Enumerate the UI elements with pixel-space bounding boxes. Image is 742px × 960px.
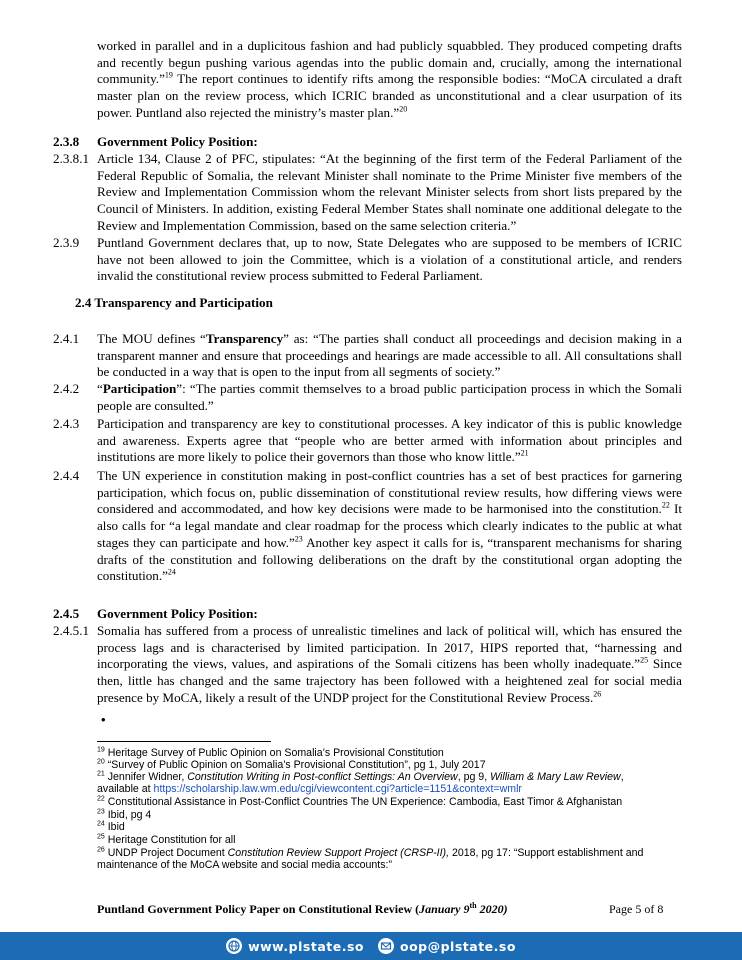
clause-text: The MOU defines “ <box>97 331 206 346</box>
footnote-20 <box>97 759 677 771</box>
clause-paragraph <box>97 623 682 707</box>
footnote-number: 24 <box>97 820 105 828</box>
clause-number: 2.4.5.1 <box>53 623 90 638</box>
footnote-ref[interactable]: 26 <box>593 689 602 699</box>
footnote-number: 26 <box>97 846 105 854</box>
clause-number: 2.4.4 <box>53 468 80 483</box>
footnote-text: 2018, pg 17: “Support establishment and maintenance of the MoCA website and social media accounts:” <box>97 847 644 872</box>
footnote-number: 19 <box>97 746 105 754</box>
footnote-text: Jennifer Widner, <box>104 771 188 783</box>
clause-number: 2.4.1 <box>53 331 80 346</box>
defined-term: Transparency <box>205 331 284 346</box>
clause-text: Another key aspect it calls for is, “transparent mechanisms for sharing drafts of the constitution and following deliberations on the draft by the constitutional organ adopting the constitution.” <box>97 534 682 584</box>
clause-text: The UN experience in constitution making in post-conflict countries has a set of best practices for garnering participation, which focus on, public dissemination of constitutional review results, how differing views were considered and accommodated, and how key decisions were made to be harmonised into the constitution. <box>97 468 682 517</box>
intro-paragraph <box>97 38 682 122</box>
footnote-21 <box>97 771 677 796</box>
footnote-text: Constitutional Assistance in Post-Conflict Countries The UN Experience: Cambodia, East Timor & Afghanistan <box>104 796 623 808</box>
intro-text: worked in parallel and in a duplicitous fashion and had publicly squabbled. They produced competing drafts and recently begun pushing various agendas into the public domain and, crucially, among the international community.” <box>97 38 682 87</box>
clause-text: ” as: “The parties shall conduct all proceedings and decision making in a transparent manner and ensure that proceedings and hearings are made accessible to all. All consultations shall be conducted in a way that is open to the input from all segments of society.” <box>97 331 682 380</box>
footer-date-year: 2020) <box>476 902 508 916</box>
footnote-number: 20 <box>97 758 105 766</box>
footnote-ref[interactable]: 25 <box>640 656 649 666</box>
email-contact[interactable] <box>378 938 516 954</box>
clause-paragraph: Puntland Government declares that, up to now, State Delegates who are supposed to be members of ICRIC have not been allowed to join the Committee, which is a violation of a constitutional article, and renders invalid the constitutional review process submitted to Federal Parliament. <box>97 235 682 284</box>
clause-text: Since then, little has changed and the same trajectory has been followed with a heightened zeal for social media presence by MoCA, likely a result of the UNDP project for the Constitutional Review Process. <box>97 656 682 705</box>
section-number: 2.4.5 <box>53 606 80 621</box>
footnote-26 <box>97 847 677 872</box>
clause-number: 2.3.9 <box>53 235 80 250</box>
footnote-24 <box>97 821 677 833</box>
contact-footer-bar <box>0 932 742 960</box>
footnote-ref[interactable]: 23 <box>294 534 303 544</box>
clause-text: Somalia has suffered from a process of unrealistic timelines and lack of political will, which has ensured the process lags and is characterised by limited participation. In 2017, HIPS reported that, “harnessing and incorporating the views, values, and aspirations of the Somali citizens has been wholly inadequate.” <box>97 623 682 672</box>
clause-text: ”: “The parties commit themselves to a broad public participation process in which the Somali people are consulted.” <box>97 381 682 413</box>
footnote-19 <box>97 747 677 759</box>
footer-title <box>97 902 508 917</box>
clause-text: Participation and transparency are key to constitutional processes. A key indicator of this is public knowledge and awareness. Experts agree that “people who are better armed with information about principles and institutions are more likely to police their governors than those who know little.” <box>97 416 682 465</box>
footnote-title: Constitution Writing in Post-conflict Settings: An Overview <box>187 771 458 783</box>
page-number: Page 5 of 8 <box>609 902 664 916</box>
defined-term: Participation <box>102 381 177 396</box>
clause-paragraph: Article 134, Clause 2 of PFC, stipulates: “At the beginning of the first term of the Federal Parliament of the Federal Republic of Somalia, the relevant Minister shall nominate to the Prime Minister five members of the Review and Implementation Commission whom the relevant Minister selects from short lists prepared by the Council of Ministers. In addition, existing Federal Member States shall nominate one additional delegate to the Review and Implementation Commission, based on the same selection criteria.” <box>97 151 682 233</box>
footnote-text: Heritage Constitution for all <box>104 834 236 846</box>
footnote-ref[interactable]: 19 <box>164 71 173 81</box>
section-number: 2.3.8 <box>53 134 80 149</box>
footnote-title: Constitution Review Support Project (CRSP-II), <box>227 847 450 859</box>
footnote-link[interactable]: https://scholarship.law.wm.edu/cgi/viewcontent.cgi?article=1151&context=wmlr <box>153 783 522 796</box>
footnote-text: available at <box>97 783 154 796</box>
footnote-text: , pg 9, <box>457 771 491 783</box>
bullet-mark: • <box>101 712 106 727</box>
footnote-25 <box>97 834 677 846</box>
footnote-text: “Survey of Public Opinion on Somalia’s Provisional Constitution”, pg 1, July 2017 <box>104 759 486 771</box>
footnote-separator <box>97 741 271 742</box>
clause-number: 2.4.3 <box>53 416 80 431</box>
clause-number: 2.4.2 <box>53 381 80 396</box>
footnote-text: Heritage Survey of Public Opinion on Somalia’s Provisional Constitution <box>104 747 444 759</box>
footnote-number: 22 <box>97 795 105 803</box>
footer-date: January 9 <box>419 902 470 916</box>
clause-text: It also calls for “a legal mandate and clear roadmap for the process which clearly indicates to the public at what stages they can participate and how.” <box>97 501 683 550</box>
globe-icon <box>226 938 242 954</box>
mail-icon <box>378 938 394 954</box>
footnote-23 <box>97 809 677 821</box>
footnote-text: Ibid <box>104 821 125 833</box>
clause-text: “ <box>97 381 103 396</box>
footnote-title: William & Mary Law Review <box>490 771 621 783</box>
section-heading: Government Policy Position: <box>97 134 258 149</box>
intro-text: The report continues to identify rifts among the responsible bodies: “MoCA circulated a draft master plan on the review process, which ICRIC branded as unconstitutional and a clear usurpation of its power. Puntland also rejected the ministry’s master plan.” <box>97 71 682 120</box>
footnote-text: UNDP Project Document <box>104 847 228 859</box>
website-link[interactable]: www.plstate.so <box>248 938 364 954</box>
footnote-number: 25 <box>97 833 105 841</box>
footnote-text: Ibid, pg 4 <box>104 809 152 821</box>
footnote-text: , <box>620 771 624 783</box>
clause-paragraph <box>97 381 682 414</box>
website-contact[interactable] <box>226 938 364 954</box>
email-link[interactable]: oop@plstate.so <box>399 938 516 954</box>
footnote-ref[interactable]: 22 <box>661 501 670 511</box>
footnote-number: 23 <box>97 808 105 816</box>
footnote-ref[interactable]: 20 <box>399 104 408 114</box>
footnote-ref[interactable]: 21 <box>520 449 529 459</box>
footnote-number: 21 <box>97 770 105 778</box>
footer-title-text: Puntland Government Policy Paper on Constitutional Review ( <box>97 902 420 916</box>
footnote-22 <box>97 796 677 808</box>
footer-date-suffix: th <box>469 901 477 910</box>
clause-paragraph <box>97 416 682 466</box>
clause-paragraph <box>97 331 682 381</box>
section-heading: Government Policy Position: <box>97 606 258 621</box>
section-heading: 2.4 Transparency and Participation <box>75 295 273 310</box>
clause-number: 2.3.8.1 <box>53 151 90 166</box>
clause-paragraph <box>97 468 682 585</box>
footnote-ref[interactable]: 24 <box>167 567 176 577</box>
